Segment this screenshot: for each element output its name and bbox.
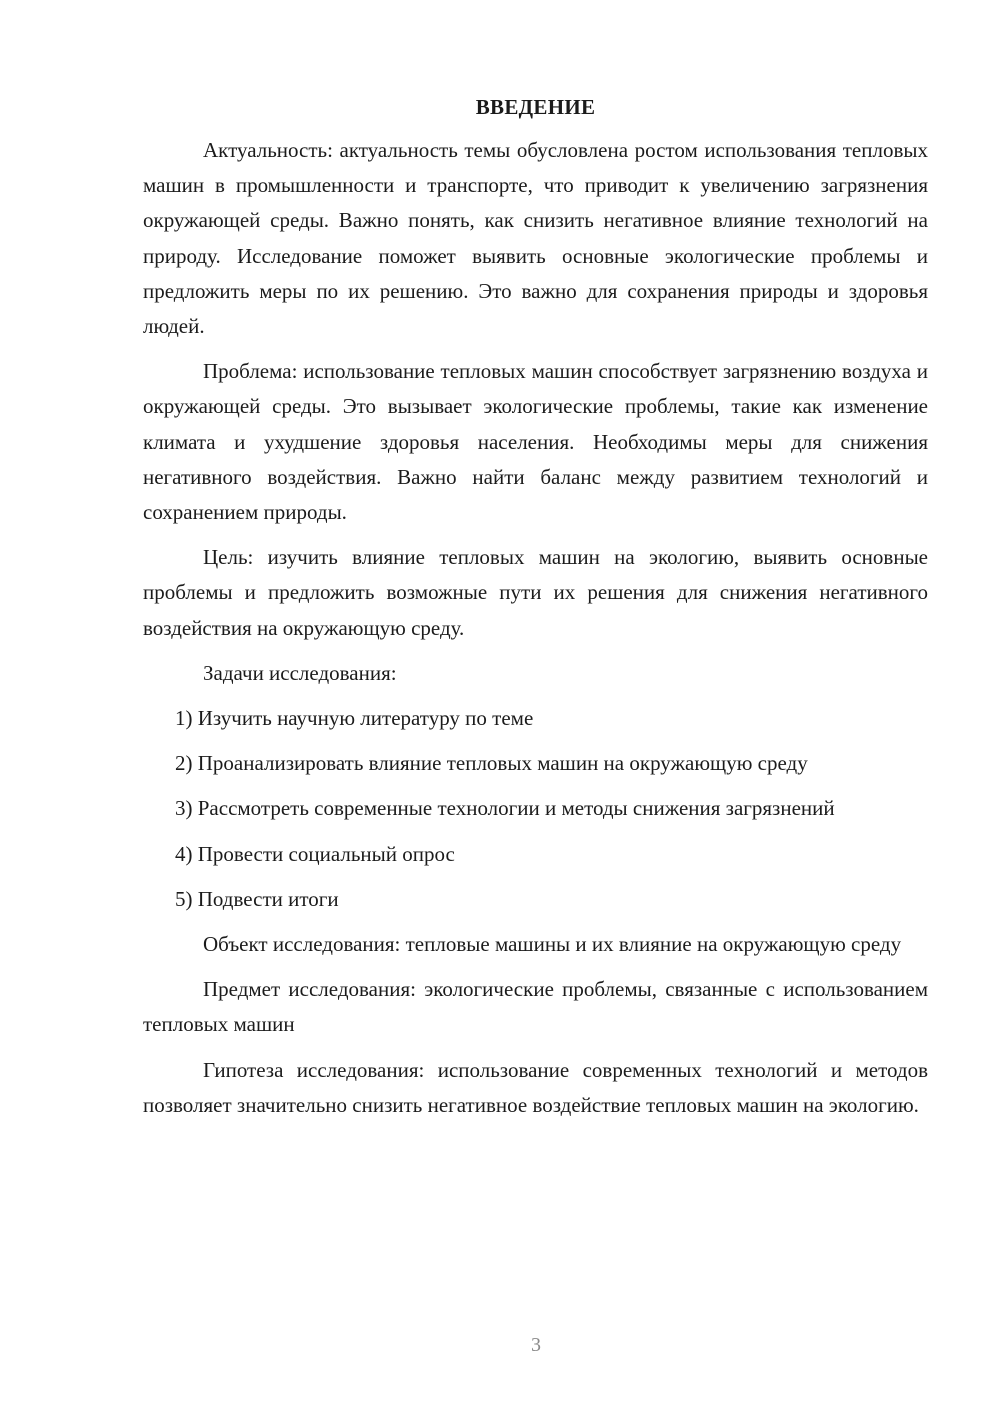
hypothesis-paragraph: Гипотеза исследования: использование современных технологий и методов позволяет значительно снизить негативное воздействие тепловых машин на экологию. bbox=[143, 1057, 928, 1117]
task-item-3: 3) Рассмотреть современные технологии и методы снижения загрязнений bbox=[175, 796, 835, 821]
relevance-paragraph: Актуальность: актуальность темы обусловлена ростом использования тепловых машин в промышленности и транспорте, что приводит к увеличению загрязнения окружающей среды. Важно понять, как снизить негативное влияние технологий на природу. Исследование поможет выявить основные экологические проблемы и предложить меры по их решению. Это важно для сохранения природы и здоровья людей. bbox=[143, 138, 928, 339]
task-item-1: 1) Изучить научную литературу по теме bbox=[175, 706, 534, 731]
task-item-2: 2) Проанализировать влияние тепловых машин на окружающую среду bbox=[175, 751, 808, 776]
goal-paragraph: Цель: изучить влияние тепловых машин на экологию, выявить основные проблемы и предложить возможные пути их решения для снижения негативного воздействия на окружающую среду. bbox=[143, 545, 928, 640]
problem-paragraph: Проблема: использование тепловых машин способствует загрязнению воздуха и окружающей среды. Это вызывает экологические проблемы, такие как изменение климата и ухудшение здоровья населения. Необходимы меры для снижения негативного воздействия. Важно найти баланс между развитием технологий и сохранением природы. bbox=[143, 359, 928, 525]
object-paragraph: Объект исследования: тепловые машины и их влияние на окружающую среду bbox=[203, 932, 902, 957]
task-item-5: 5) Подвести итоги bbox=[175, 886, 339, 911]
section-title: ВВЕДЕНИЕ bbox=[475, 95, 596, 119]
task-item-4: 4) Провести социальный опрос bbox=[175, 841, 455, 866]
tasks-heading: Задачи исследования: bbox=[203, 660, 397, 685]
document-page bbox=[143, 90, 928, 1133]
page-number: 3 bbox=[531, 1334, 541, 1356]
subject-paragraph: Предмет исследования: экологические проблемы, связанные с использованием тепловых машин bbox=[143, 977, 928, 1037]
